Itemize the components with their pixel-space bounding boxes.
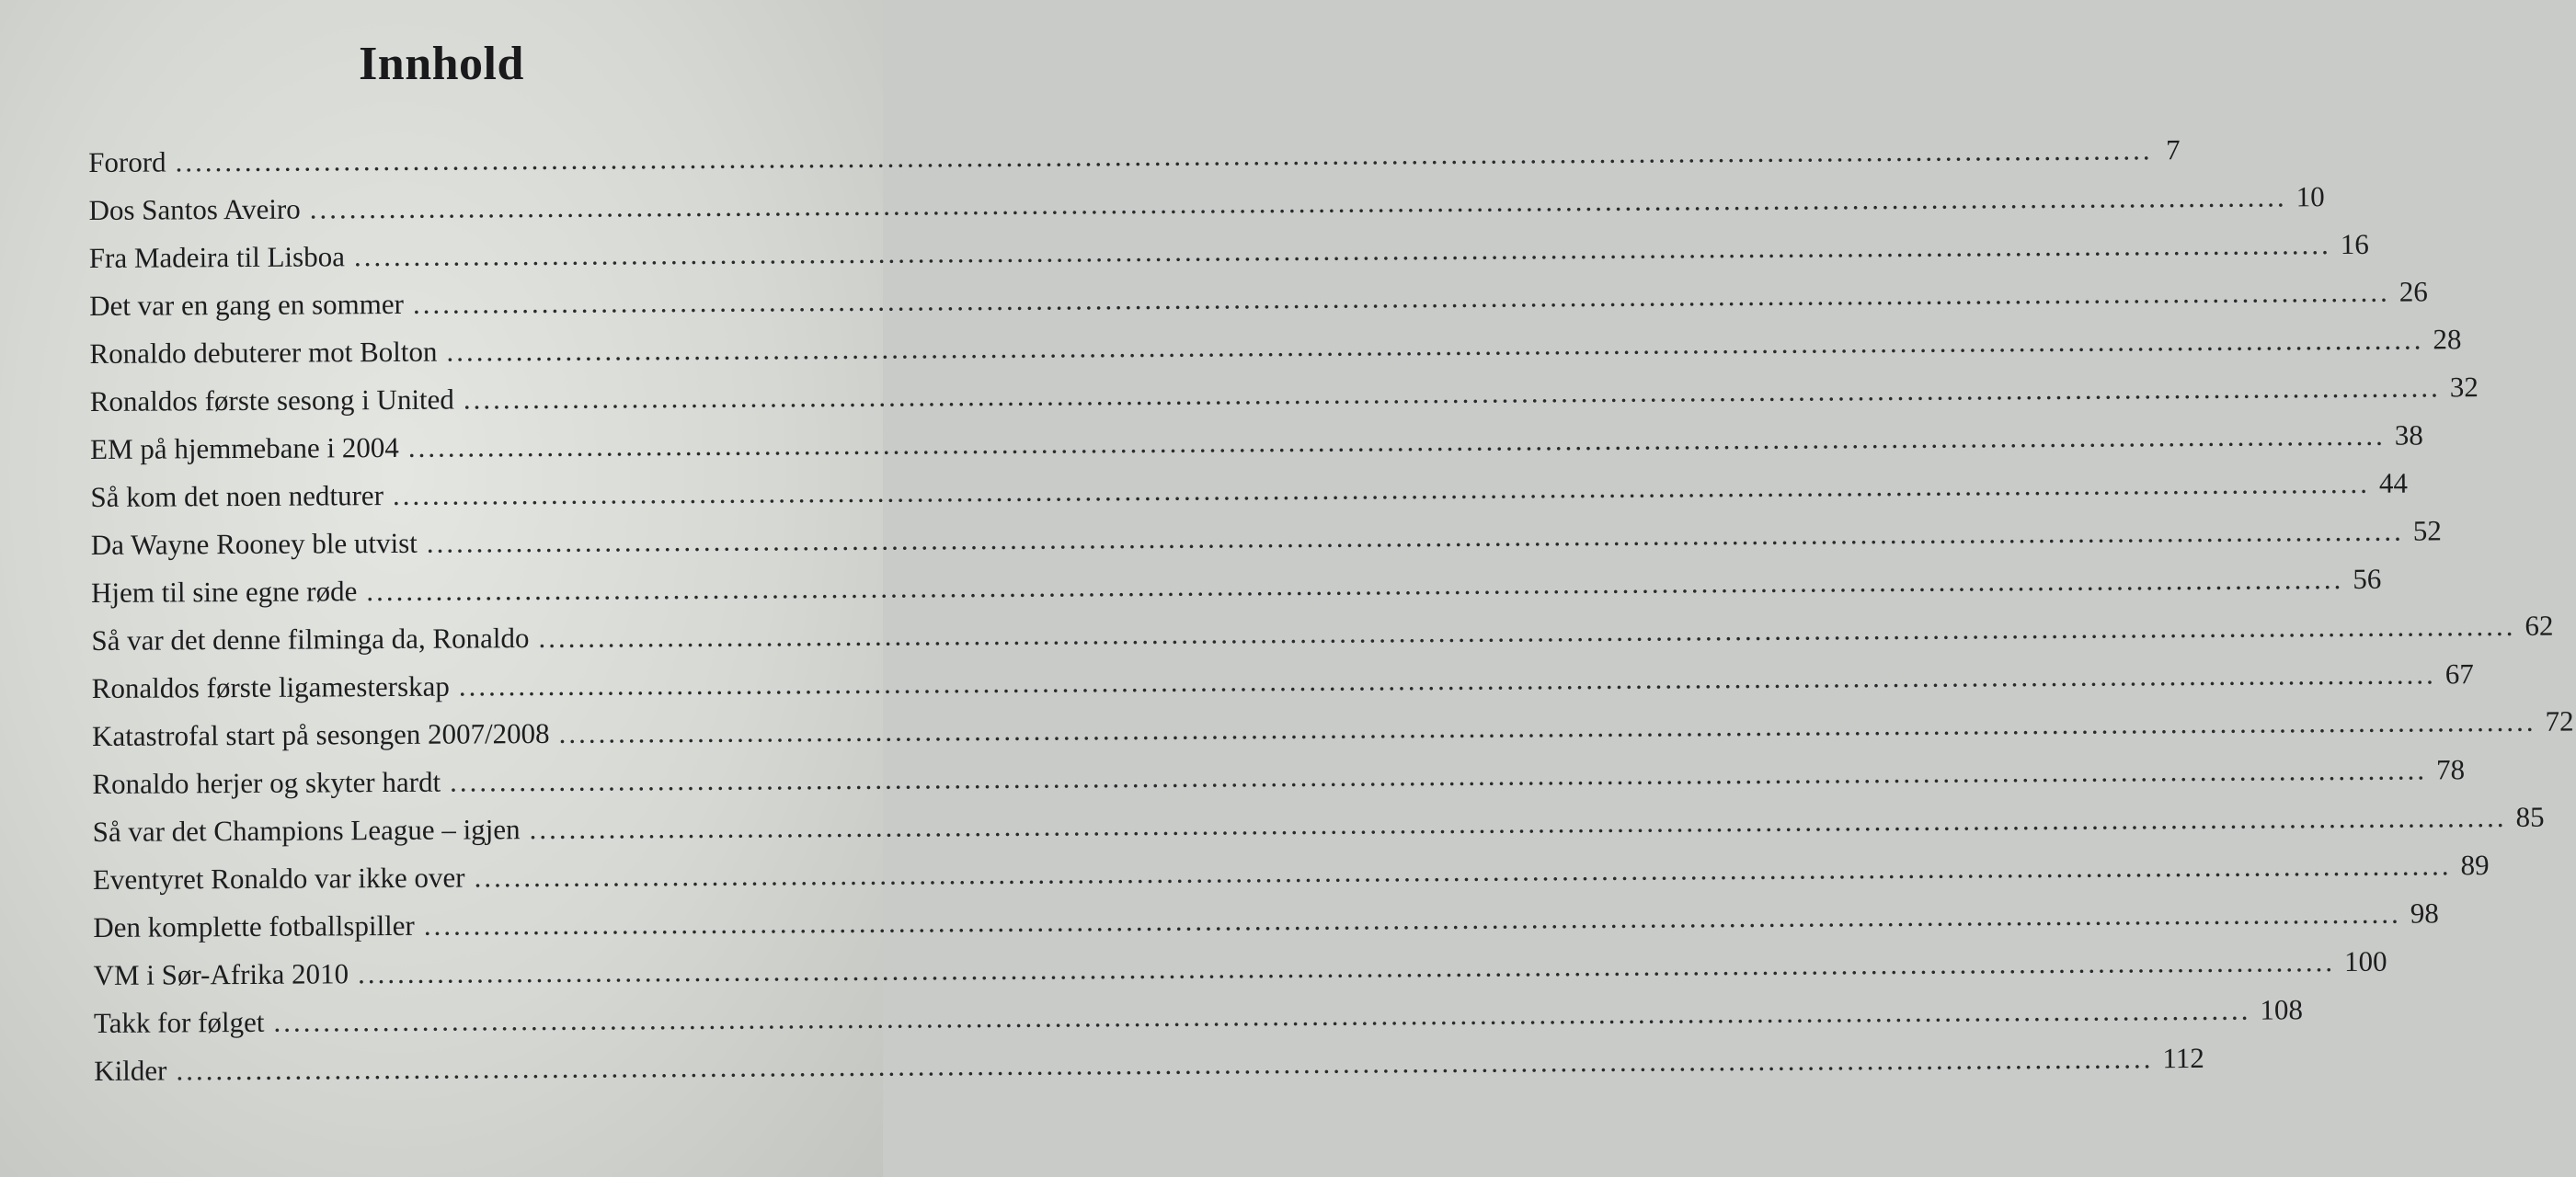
toc-entry-page: 85	[2515, 800, 2545, 833]
dot-leader: ........................................................................................................................................................................................................	[176, 1042, 2154, 1087]
toc-entry-page: 72	[2545, 704, 2574, 737]
toc-entry	[91, 700, 2574, 752]
toc-entry	[89, 317, 2462, 370]
toc-entry-title: Ronaldos første sesong i United	[89, 383, 454, 417]
toc-entry-title: EM på hjemmebane i 2004	[90, 430, 399, 465]
toc-entry-page: 89	[2460, 849, 2490, 882]
dot-leader: ........................................................................................................................................................................................................	[446, 323, 2424, 368]
toc-entry-page: 26	[2399, 275, 2428, 308]
toc-entry-page: 38	[2394, 418, 2423, 451]
dot-leader: ........................................................................................................................................................................................................	[426, 514, 2404, 559]
toc-entry	[92, 843, 2490, 896]
dot-leader: ........................................................................................................................................................................................................	[392, 466, 2371, 511]
dot-leader: ........................................................................................................................................................................................................	[450, 753, 2428, 798]
dot-leader: ........................................................................................................................................................................................................	[458, 657, 2436, 703]
toc-entry-title: Takk for følget	[93, 1005, 265, 1039]
toc-entry-title: Så var det denne filminga da, Ronaldo	[91, 622, 530, 657]
toc-entry-page: 98	[2410, 897, 2439, 930]
toc-entry-title: Forord	[88, 145, 166, 178]
toc-entry-page: 10	[2296, 180, 2325, 213]
toc-entry-page: 62	[2524, 609, 2554, 642]
toc-entry-page: 52	[2412, 514, 2442, 547]
dot-leader: ........................................................................................................................................................................................................	[273, 993, 2251, 1038]
toc-entry-page: 100	[2343, 944, 2387, 978]
toc-entry-page: 56	[2353, 562, 2382, 595]
toc-entry-title: Så kom det noen nedturer	[90, 479, 384, 513]
toc-entry-title: Fra Madeira til Lisboa	[88, 240, 346, 274]
toc-entry-title: Katastrofal start på sesongen 2007/2008	[91, 716, 550, 752]
toc-entry-page: 32	[2449, 371, 2479, 404]
toc-entry-title: Den komplette fotballspiller	[93, 908, 415, 943]
toc-entry	[90, 509, 2442, 561]
dot-leader: ........................................................................................................................................................................................................	[529, 800, 2507, 846]
toc-entry-title: Eventyret Ronaldo var ikke over	[92, 861, 465, 896]
toc-entry	[91, 604, 2554, 657]
toc-entry-title: Ronaldos første ligamesterskap	[91, 669, 450, 704]
toc-entry	[89, 365, 2479, 417]
toc-entry	[88, 174, 2325, 226]
toc-entry-page: 28	[2433, 323, 2462, 356]
toc-entry-title: Da Wayne Rooney ble utvist	[90, 526, 418, 561]
toc-entry-page: 67	[2444, 657, 2474, 691]
toc-entry	[90, 461, 2409, 513]
toc-entry-page: 112	[2162, 1041, 2204, 1075]
toc-entry	[88, 126, 2181, 178]
toc-entry-page: 16	[2340, 227, 2369, 261]
toc-entry	[88, 222, 2369, 274]
toc-entry-title: Hjem til sine egne røde	[90, 575, 358, 609]
dot-leader: ........................................................................................................................................................................................................	[357, 945, 2336, 990]
toc-entry-title: Kilder	[94, 1054, 167, 1087]
toc-entry-title: Ronaldo herjer og skyter hardt	[92, 765, 441, 800]
toc-entry	[93, 987, 2303, 1039]
dot-leader: ........................................................................................................................................................................................................	[309, 180, 2287, 225]
toc-entry-title: VM i Sør-Afrika 2010	[93, 957, 349, 991]
dot-leader: ........................................................................................................................................................................................................	[175, 133, 2153, 178]
toc-entry-title: Det var en gang en sommer	[89, 287, 405, 322]
dot-leader: ........................................................................................................................................................................................................	[412, 275, 2390, 320]
dot-leader: ........................................................................................................................................................................................................	[463, 371, 2441, 416]
dot-leader: ........................................................................................................................................................................................................	[474, 849, 2452, 894]
table-of-contents	[88, 126, 2574, 1087]
toc-entry	[91, 652, 2474, 704]
toc-entry	[93, 891, 2439, 943]
page-title: Innhold	[359, 38, 524, 90]
toc-entry	[93, 939, 2387, 991]
toc-entry	[92, 748, 2466, 800]
toc-entry-page: 78	[2435, 753, 2466, 786]
toc-entry-title: Så var det Champions League – igjen	[92, 813, 521, 848]
dot-leader: ........................................................................................................................................................................................................	[538, 609, 2516, 655]
toc-entry	[89, 269, 2428, 322]
toc-entry	[90, 413, 2423, 465]
dot-leader: ........................................................................................................................................................................................................	[407, 418, 2386, 463]
toc-entry-page: 108	[2260, 993, 2303, 1026]
toc-entry	[90, 556, 2382, 609]
toc-entry-page: 7	[2165, 133, 2181, 166]
dot-leader: ........................................................................................................................................................................................................	[366, 563, 2344, 608]
toc-entry-page: 44	[2378, 466, 2409, 499]
dot-leader: ........................................................................................................................................................................................................	[423, 897, 2401, 942]
toc-entry-title: Dos Santos Aveiro	[88, 192, 301, 226]
dot-leader: ........................................................................................................................................................................................................	[558, 704, 2536, 749]
toc-entry	[94, 1034, 2204, 1087]
toc-entry	[92, 795, 2545, 848]
dot-leader: ........................................................................................................................................................................................................	[353, 228, 2331, 273]
toc-entry-title: Ronaldo debuterer mot Bolton	[89, 335, 438, 370]
